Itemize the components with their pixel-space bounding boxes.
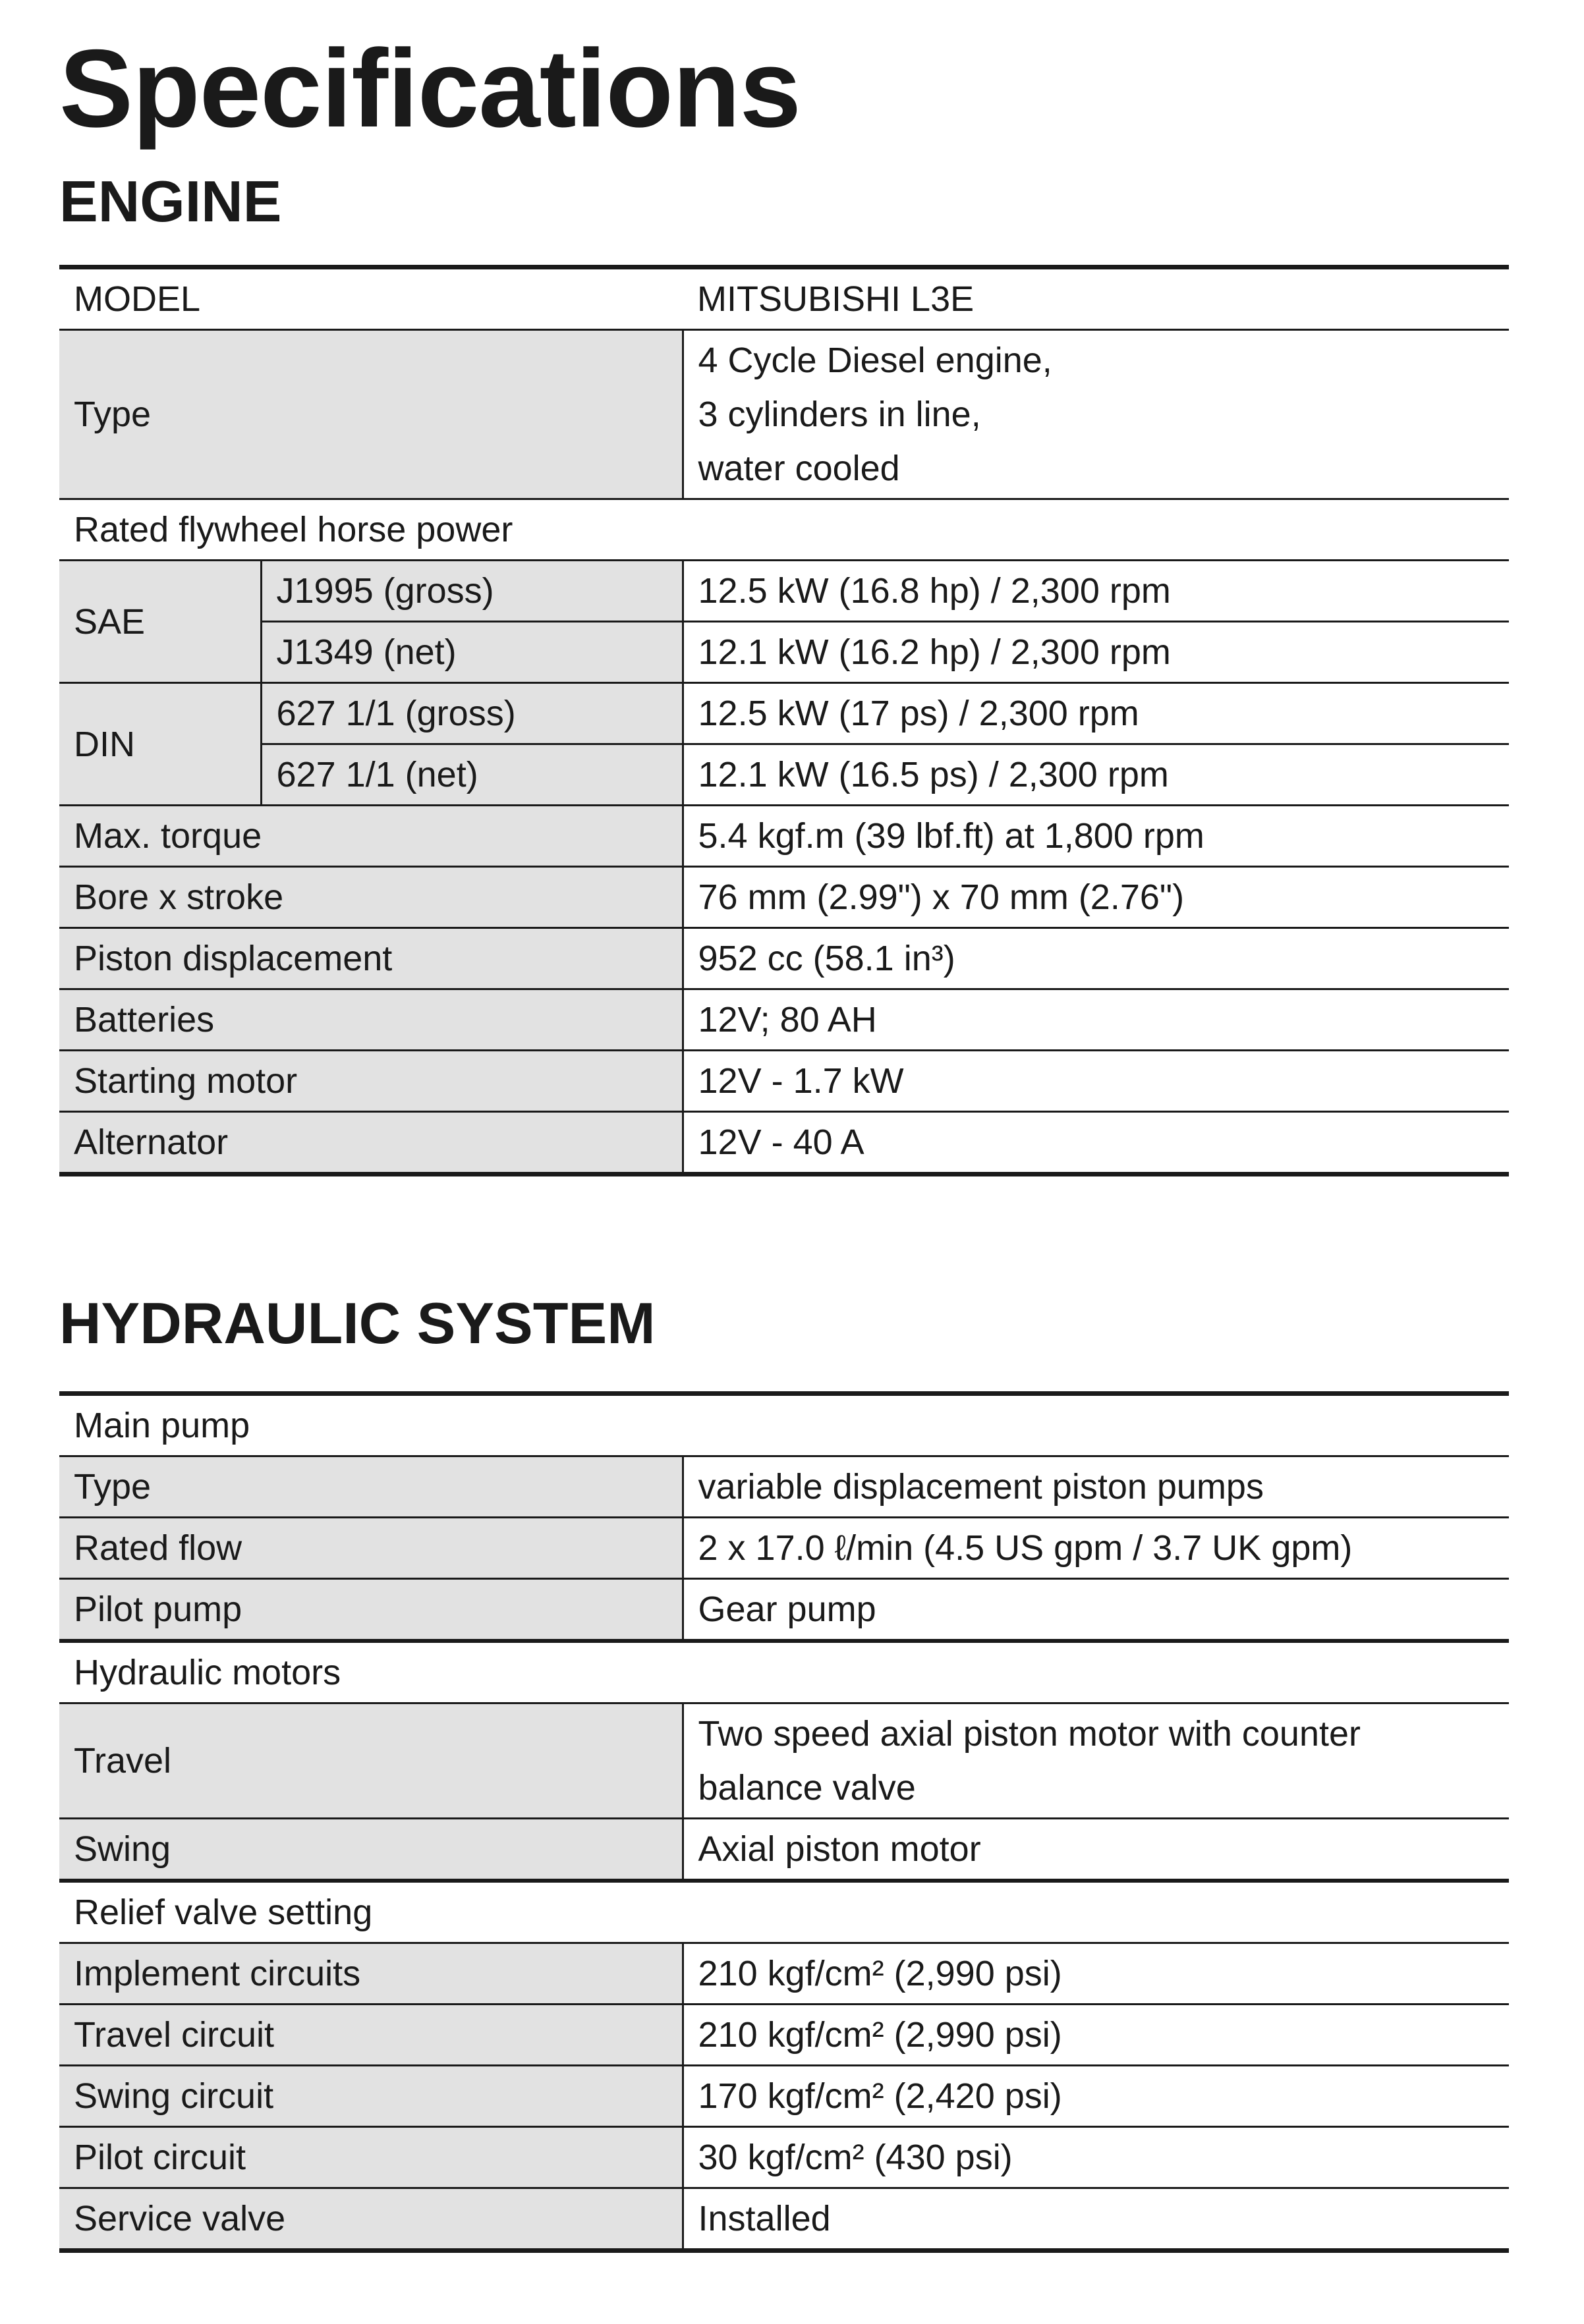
group-row <box>59 1394 1509 1456</box>
spec-label: Pilot circuit <box>59 2127 683 2188</box>
spec-value: 76 mm (2.99") x 70 mm (2.76") <box>683 867 1509 928</box>
sae-standard: J1995 (gross) <box>261 561 683 622</box>
type-line: 3 cylinders in line, <box>698 395 981 434</box>
spec-label: Bore x stroke <box>59 867 683 928</box>
din-value: 12.5 kW (17 ps) / 2,300 rpm <box>683 683 1509 744</box>
table-row <box>59 2066 1509 2127</box>
spec-label: Implement circuits <box>59 1943 683 2005</box>
spec-value: 210 kgf/cm² (2,990 psi) <box>683 1943 1509 2005</box>
page-title: Specifications <box>59 26 801 150</box>
group-row <box>59 1641 1509 1703</box>
spec-label: Batteries <box>59 989 683 1051</box>
table-row <box>59 1456 1509 1518</box>
din-label: DIN <box>59 683 261 806</box>
table-row <box>59 2127 1509 2188</box>
spec-value: 210 kgf/cm² (2,990 psi) <box>683 2005 1509 2066</box>
engine-spec-table <box>59 265 1509 1176</box>
type-value <box>683 330 1509 499</box>
sae-value: 12.1 kW (16.2 hp) / 2,300 rpm <box>683 622 1509 683</box>
spec-value: 12V; 80 AH <box>683 989 1509 1051</box>
table-row <box>59 1051 1509 1112</box>
relief-valve-label: Relief valve setting <box>59 1881 1509 1943</box>
hydraulic-motors-label: Hydraulic motors <box>59 1641 1509 1703</box>
type-label: Type <box>59 330 683 499</box>
hydraulic-spec-table <box>59 1391 1509 2253</box>
table-row <box>59 330 1509 499</box>
group-row <box>59 1881 1509 1943</box>
spec-value: Installed <box>683 2188 1509 2251</box>
spec-value: 952 cc (58.1 in³) <box>683 928 1509 989</box>
table-row <box>59 1943 1509 2005</box>
table-row <box>59 267 1509 330</box>
table-row <box>59 499 1509 561</box>
spec-value: Gear pump <box>683 1579 1509 1642</box>
travel-motor-value <box>683 1703 1509 1819</box>
table-row <box>59 2005 1509 2066</box>
spec-label: Pilot pump <box>59 1579 683 1642</box>
travel-motor-line: balance valve <box>698 1768 916 1808</box>
din-value: 12.1 kW (16.5 ps) / 2,300 rpm <box>683 744 1509 806</box>
table-row <box>59 1518 1509 1579</box>
model-label: MODEL <box>59 267 683 330</box>
spec-value: 12V - 40 A <box>683 1112 1509 1175</box>
table-row <box>59 561 1509 622</box>
spec-value: 170 kgf/cm² (2,420 psi) <box>683 2066 1509 2127</box>
table-row <box>59 989 1509 1051</box>
table-row <box>59 622 1509 683</box>
travel-motor-line: Two speed axial piston motor with counter <box>698 1714 1361 1754</box>
spec-label: Max. torque <box>59 806 683 867</box>
din-standard: 627 1/1 (net) <box>261 744 683 806</box>
table-row <box>59 683 1509 744</box>
table-row <box>59 2188 1509 2251</box>
spec-value: variable displacement piston pumps <box>683 1456 1509 1518</box>
spec-value: 12V - 1.7 kW <box>683 1051 1509 1112</box>
spec-label: Swing <box>59 1819 683 1881</box>
type-line: 4 Cycle Diesel engine, <box>698 341 1052 380</box>
model-value: MITSUBISHI L3E <box>683 267 1509 330</box>
spec-label: Starting motor <box>59 1051 683 1112</box>
spec-label: Piston displacement <box>59 928 683 989</box>
main-pump-label: Main pump <box>59 1394 1509 1456</box>
hydraulic-heading: HYDRAULIC SYSTEM <box>59 1290 656 1356</box>
rated-hp-label: Rated flywheel horse power <box>59 499 1509 561</box>
sae-standard: J1349 (net) <box>261 622 683 683</box>
spec-value: 2 x 17.0 ℓ/min (4.5 US gpm / 3.7 UK gpm) <box>683 1518 1509 1579</box>
table-row <box>59 1579 1509 1642</box>
spec-value: Axial piston motor <box>683 1819 1509 1881</box>
spec-label: Alternator <box>59 1112 683 1175</box>
table-row <box>59 1819 1509 1881</box>
spec-label: Travel <box>59 1703 683 1819</box>
table-row <box>59 928 1509 989</box>
spec-label: Travel circuit <box>59 2005 683 2066</box>
spec-value: 5.4 kgf.m (39 lbf.ft) at 1,800 rpm <box>683 806 1509 867</box>
spec-label: Swing circuit <box>59 2066 683 2127</box>
table-row <box>59 1703 1509 1819</box>
spec-label: Service valve <box>59 2188 683 2251</box>
spec-value: 30 kgf/cm² (430 psi) <box>683 2127 1509 2188</box>
table-row <box>59 744 1509 806</box>
table-row <box>59 867 1509 928</box>
type-line: water cooled <box>698 449 900 488</box>
spec-label: Type <box>59 1456 683 1518</box>
sae-label: SAE <box>59 561 261 683</box>
table-row <box>59 1112 1509 1175</box>
din-standard: 627 1/1 (gross) <box>261 683 683 744</box>
sae-value: 12.5 kW (16.8 hp) / 2,300 rpm <box>683 561 1509 622</box>
engine-heading: ENGINE <box>59 169 282 234</box>
spec-label: Rated flow <box>59 1518 683 1579</box>
table-row <box>59 806 1509 867</box>
